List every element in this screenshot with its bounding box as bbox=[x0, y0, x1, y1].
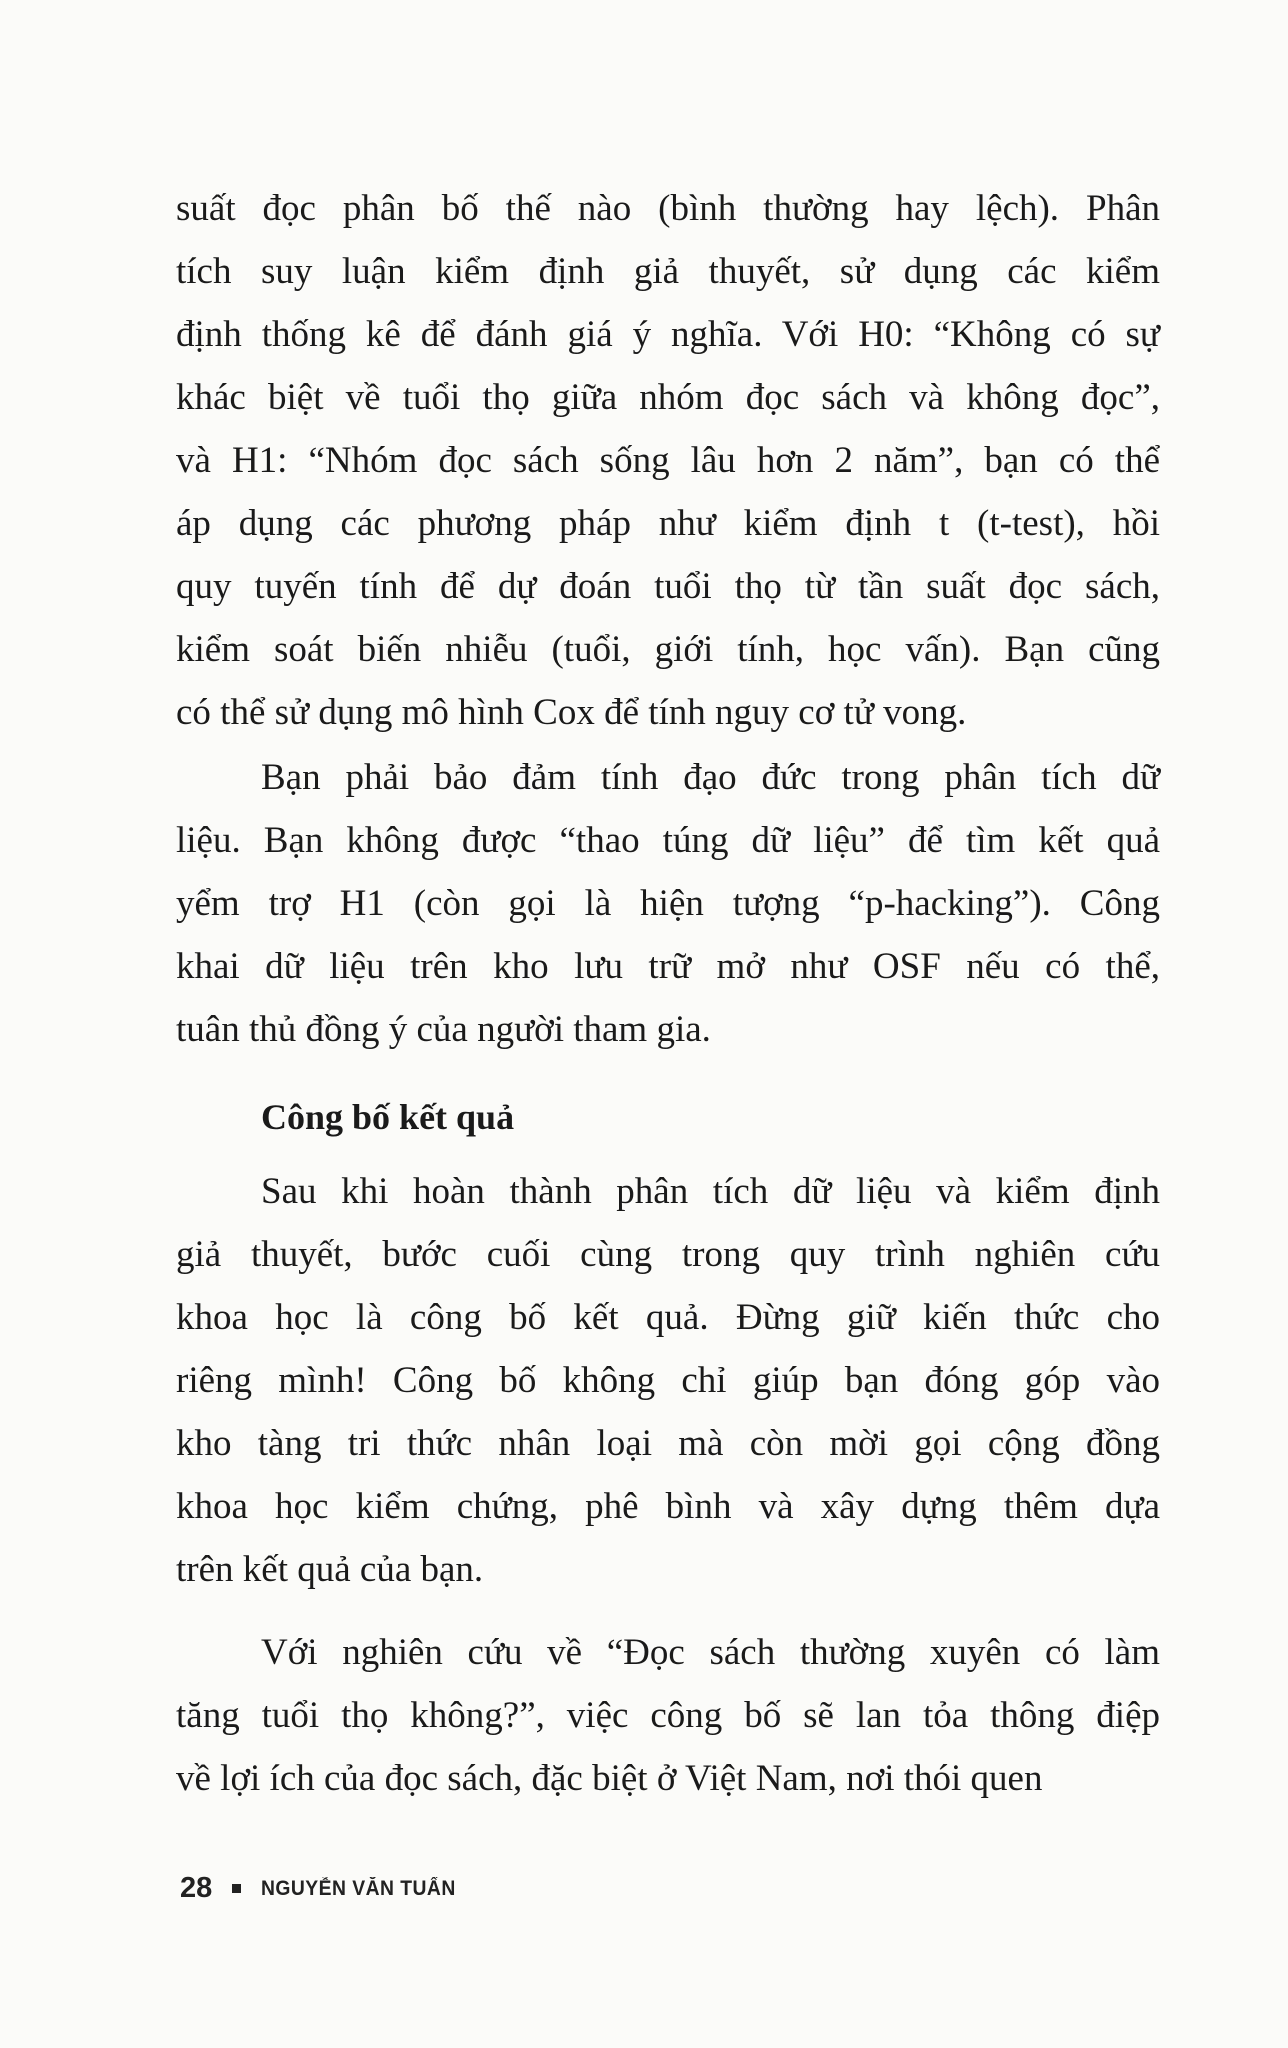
paragraph-line: Sau khi hoàn thành phân tích dữ liệu và kiểm định bbox=[261, 1171, 1160, 1212]
paragraph-line: Bạn phải bảo đảm tính đạo đức trong phân tích dữ bbox=[261, 757, 1160, 798]
section-heading: Công bố kết quả bbox=[261, 1097, 515, 1137]
paragraph-line: khai dữ liệu trên kho lưu trữ mở như OSF nếu có thể, bbox=[176, 946, 1160, 987]
paragraph-line: Với nghiên cứu về “Đọc sách thường xuyên có làm bbox=[261, 1632, 1160, 1673]
paragraph-line: trên kết quả của bạn. bbox=[176, 1549, 484, 1590]
paragraph-line: liệu. Bạn không được “thao túng dữ liệu” để tìm kết quả bbox=[176, 820, 1160, 861]
paragraph-line: kho tàng tri thức nhân loại mà còn mời gọi cộng đồng bbox=[176, 1423, 1160, 1464]
page-number: 28 bbox=[180, 1872, 213, 1904]
paragraph-line: suất đọc phân bố thế nào (bình thường hay lệch). Phân bbox=[176, 188, 1160, 229]
paragraph-line: và H1: “Nhóm đọc sách sống lâu hơn 2 năm”, bạn có thể bbox=[176, 440, 1160, 481]
paragraph-line: khoa học kiểm chứng, phê bình và xây dựng thêm dựa bbox=[176, 1486, 1160, 1527]
paragraph-line: tuân thủ đồng ý của người tham gia. bbox=[176, 1009, 711, 1050]
paragraph-line: tăng tuổi thọ không?”, việc công bố sẽ lan tỏa thông điệp bbox=[176, 1695, 1160, 1736]
paragraph-line: quy tuyến tính để dự đoán tuổi thọ từ tần suất đọc sách, bbox=[176, 566, 1160, 607]
paragraph-line: khoa học là công bố kết quả. Đừng giữ kiến thức cho bbox=[176, 1297, 1160, 1338]
paragraph-line: có thể sử dụng mô hình Cox để tính nguy cơ tử vong. bbox=[176, 692, 967, 733]
page-footer bbox=[180, 1872, 473, 1905]
paragraph-line: riêng mình! Công bố không chỉ giúp bạn đóng góp vào bbox=[176, 1360, 1160, 1401]
paragraph-line: khác biệt về tuổi thọ giữa nhóm đọc sách và không đọc”, bbox=[176, 377, 1160, 418]
paragraph-line: áp dụng các phương pháp như kiểm định t (t-test), hồi bbox=[176, 503, 1160, 544]
author-name: NGUYỄN VĂN TUẤN bbox=[261, 1876, 457, 1900]
paragraph-line: kiểm soát biến nhiễu (tuổi, giới tính, học vấn). Bạn cũng bbox=[176, 629, 1160, 670]
paragraph-line: về lợi ích của đọc sách, đặc biệt ở Việt Nam, nơi thói quen bbox=[176, 1758, 1043, 1799]
paragraph-line: yểm trợ H1 (còn gọi là hiện tượng “p-hacking”). Công bbox=[176, 883, 1160, 924]
paragraph-line: giả thuyết, bước cuối cùng trong quy trình nghiên cứu bbox=[176, 1234, 1160, 1275]
paragraph-line: tích suy luận kiểm định giả thuyết, sử dụng các kiểm bbox=[176, 251, 1160, 292]
square-bullet-icon bbox=[232, 1884, 241, 1893]
paragraph-line: định thống kê để đánh giá ý nghĩa. Với H0: “Không có sự bbox=[176, 314, 1160, 355]
